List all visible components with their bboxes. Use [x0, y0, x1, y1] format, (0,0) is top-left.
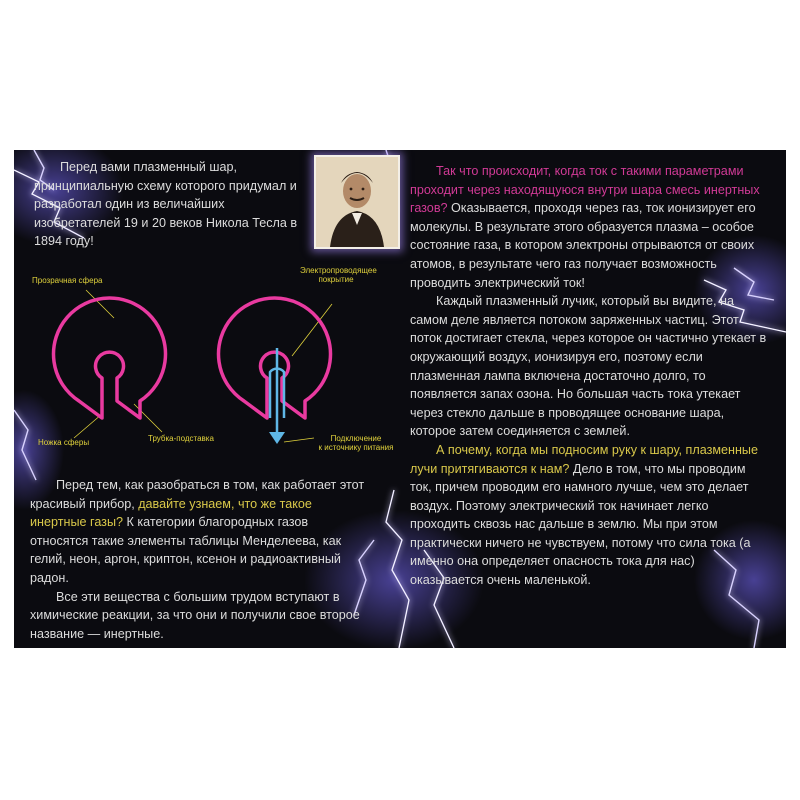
hand-question: А почему, когда мы подносим руку к шару, плазменные лучи притягиваются к нам?: [410, 442, 758, 476]
intro-paragraph: Перед вами плазменный шар, принципиальную схему которого придумал и разработал один из величайших изобретателей 19 и 20 веков Никола Тесла в 1894 году!: [34, 160, 298, 249]
left-page-intro: [34, 158, 306, 251]
plasma-question: Так что происходит, когда ток с такими параметрами проходит через находящуюся внутри шара смесь инертных газов?: [410, 164, 760, 216]
label-transparent-sphere: Прозрачная сфера: [32, 276, 103, 285]
rays-paragraph: Каждый плазменный лучик, который вы видите, на самом деле является потоком заряженных частиц. Этот поток достигает стекла, через которое он частично утекает в окружающий воздух, ионизируя его, поэтому если плазменная лампа включена достаточно долго, то появляется запах озона. Но большая часть тока утекает через стекло дальше в проводящее основание шара, которое затем соединяется с землей.: [410, 294, 767, 439]
plasma-paragraph: Так что происходит, когда ток с такими параметрами проходит через находящуюся внутри шара смесь инертных газов? Оказывается, проходя через газ, ток ионизирует его молекулы. В результате этого образуется плазма – особое состояние газа, в котором электроны отрываются от своих атомов, в результате чего газ получает возможность проводить электрический ток!: [410, 164, 760, 290]
label-conductive-coating: Электропроводящее покрытие: [300, 266, 377, 284]
label-support-tube: Трубка-подставка: [148, 434, 214, 443]
tesla-portrait: [314, 155, 400, 249]
label-sphere-leg: Ножка сферы: [38, 438, 90, 447]
inert-gases-paragraph: Перед тем, как разобраться в том, как работает этот красивый прибор, давайте узнаем, что же такое инертные газы? К категории благородных газов относятся такие элементы таблицы Менделеева, как гелий, неон, аргон, криптон, ксенон и радиоактивный радон.: [30, 478, 365, 585]
hand-paragraph: А почему, когда мы подносим руку к шару, плазменные лучи притягиваются к нам? Дело в том, что мы проводим ток, причем проводим его намного лучше, чем это делает воздух. Поэтому электрический ток начинает легко проходить сквозь нас дальше в землю. Мы при этом практически ничего не чувствуем, потому что сила тока (а именно она определяет опасность тока для нас) оказывается очень маленькой.: [410, 442, 758, 588]
left-page-body: [30, 476, 366, 643]
inert-gases-question: давайте узнаем, что же такое инертные газы?: [30, 496, 312, 530]
book-spread: [14, 150, 786, 648]
right-page: [410, 162, 770, 590]
label-power-connection: Подключение к источнику питания: [318, 434, 394, 452]
inert-name-paragraph: Все эти вещества с большим трудом вступают в химические реакции, за что они и получили свое второе название — инертные.: [30, 589, 360, 641]
